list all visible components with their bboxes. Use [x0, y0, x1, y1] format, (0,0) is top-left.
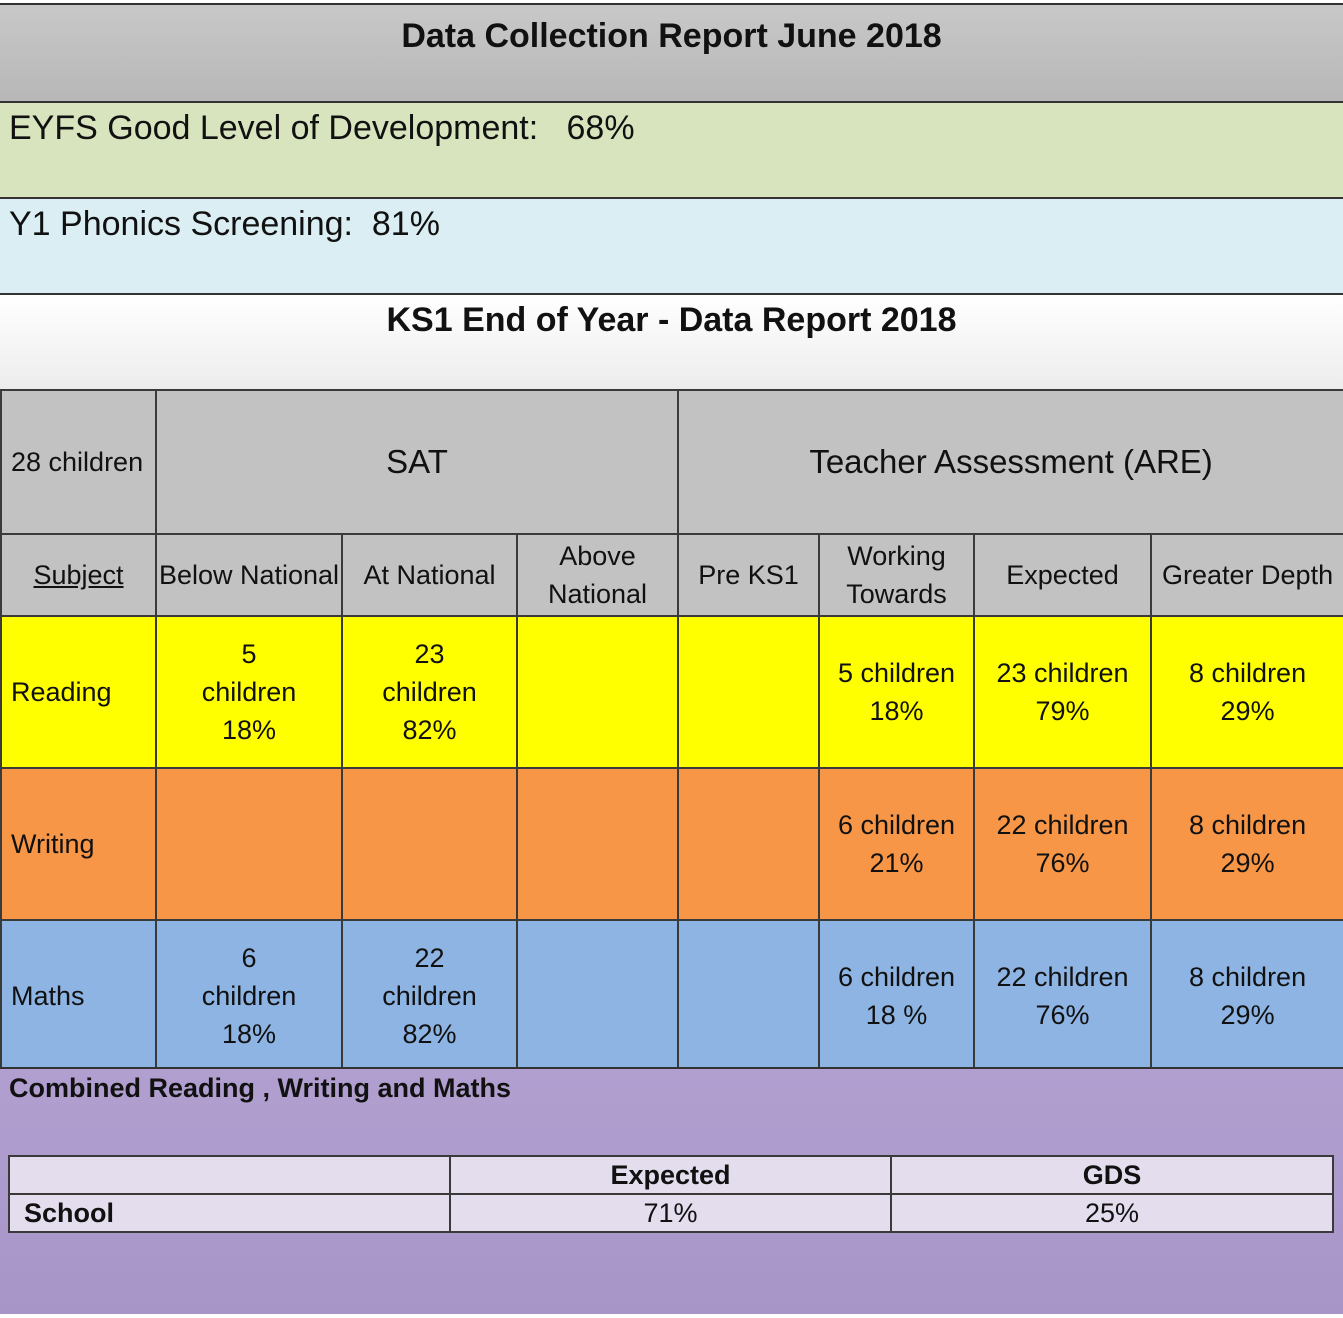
eyfs-band	[0, 101, 1343, 198]
pre-ks1-cell	[678, 768, 819, 920]
subject-rows	[1, 616, 1343, 1072]
combined-title: Combined Reading , Writing and Maths	[9, 1073, 512, 1103]
cell-line: 18%	[221, 1019, 277, 1049]
expected-cell	[974, 616, 1151, 768]
column-header-row	[1, 534, 1343, 616]
cell-line: 6	[241, 943, 257, 973]
combined-section	[0, 1067, 1343, 1314]
working-towards-cell	[819, 616, 974, 768]
below-national-cell	[156, 616, 342, 768]
cell-line: 18%	[869, 696, 924, 726]
cell-line: 29%	[1220, 1000, 1275, 1030]
cell-line: 82%	[402, 1019, 457, 1049]
eyfs-result: EYFS Good Level of Development: 68%	[9, 109, 635, 147]
combined-expected-header: Expected	[450, 1156, 891, 1194]
at-national-cell	[342, 768, 517, 920]
at-national-header: At National	[342, 534, 517, 616]
table-row	[1, 920, 1343, 1072]
cohort-cell: 28 children	[1, 390, 156, 534]
greater-depth-header: Greater Depth	[1151, 534, 1343, 616]
expected-cell	[974, 768, 1151, 920]
greater-depth-cell	[1151, 616, 1343, 768]
working-towards-cell	[819, 920, 974, 1072]
subject-header: Subject	[1, 534, 156, 616]
below-national-cell	[156, 768, 342, 920]
pre-ks1-header: Pre KS1	[678, 534, 819, 616]
at-national-cell	[342, 920, 517, 1072]
combined-header-row	[9, 1156, 1333, 1194]
cell-line: 22	[414, 943, 445, 973]
subject-cell: Reading	[1, 616, 156, 768]
greater-depth-cell	[1151, 768, 1343, 920]
report-title-band	[0, 3, 1343, 102]
cell-line: 5	[241, 639, 257, 669]
combined-school-row	[9, 1194, 1333, 1232]
report-title: Data Collection Report June 2018	[401, 17, 942, 55]
cell-line: 18%	[221, 715, 277, 745]
pre-ks1-cell	[678, 920, 819, 1072]
cell-line: 76%	[1035, 1000, 1090, 1030]
above-national-cell	[517, 616, 678, 768]
working-towards-header: Working Towards	[819, 534, 974, 616]
cell-line: children	[382, 981, 477, 1011]
cell-line: 79%	[1035, 696, 1090, 726]
phonics-result: Y1 Phonics Screening: 81%	[9, 205, 440, 243]
above-national-header: Above National	[517, 534, 678, 616]
school-expected-value: 71%	[450, 1194, 891, 1232]
greater-depth-cell	[1151, 920, 1343, 1072]
teacher-assessment-header: Teacher Assessment (ARE)	[678, 390, 1343, 534]
cell-line: children	[201, 981, 297, 1011]
cell-line: 21%	[869, 848, 924, 878]
phonics-band	[0, 197, 1343, 294]
at-national-cell	[342, 616, 517, 768]
combined-gds-header: GDS	[891, 1156, 1333, 1194]
group-header-row	[1, 390, 1343, 534]
ks1-title-band	[0, 293, 1343, 391]
cell-line: 6 children	[837, 962, 956, 992]
cell-line: 22 children	[996, 810, 1129, 840]
below-national-cell	[156, 920, 342, 1072]
subject-cell: Writing	[1, 768, 156, 920]
pre-ks1-cell	[678, 616, 819, 768]
cell-line: 76%	[1035, 848, 1090, 878]
cell-line: 6 children	[837, 810, 956, 840]
cell-line: 23	[414, 639, 445, 669]
combined-table	[8, 1155, 1334, 1233]
cell-line: 29%	[1220, 848, 1275, 878]
cell-line: 8 children	[1189, 658, 1307, 688]
above-national-cell	[517, 920, 678, 1072]
cell-line: 22 children	[996, 962, 1129, 992]
above-national-cell	[517, 768, 678, 920]
working-towards-cell	[819, 768, 974, 920]
cell-line: 23 children	[996, 658, 1129, 688]
cell-line: 8 children	[1189, 962, 1307, 992]
table-row	[1, 616, 1343, 768]
cell-line: 29%	[1220, 696, 1275, 726]
cell-line: children	[201, 677, 297, 707]
expected-cell	[974, 920, 1151, 1072]
ks1-title: KS1 End of Year - Data Report 2018	[386, 301, 957, 339]
school-label: School	[9, 1194, 450, 1232]
table-row	[1, 768, 1343, 920]
expected-header: Expected	[974, 534, 1151, 616]
cell-line: 18 %	[865, 1000, 928, 1030]
subject-cell: Maths	[1, 920, 156, 1072]
cell-line: 8 children	[1189, 810, 1307, 840]
combined-blank-header	[9, 1156, 450, 1194]
cell-line: children	[382, 677, 477, 707]
cell-line: 5 children	[837, 658, 956, 688]
sat-header: SAT	[156, 390, 678, 534]
ks1-data-table	[0, 389, 1343, 1073]
school-gds-value: 25%	[891, 1194, 1333, 1232]
below-national-header: Below National	[156, 534, 342, 616]
cell-line: 82%	[402, 715, 457, 745]
